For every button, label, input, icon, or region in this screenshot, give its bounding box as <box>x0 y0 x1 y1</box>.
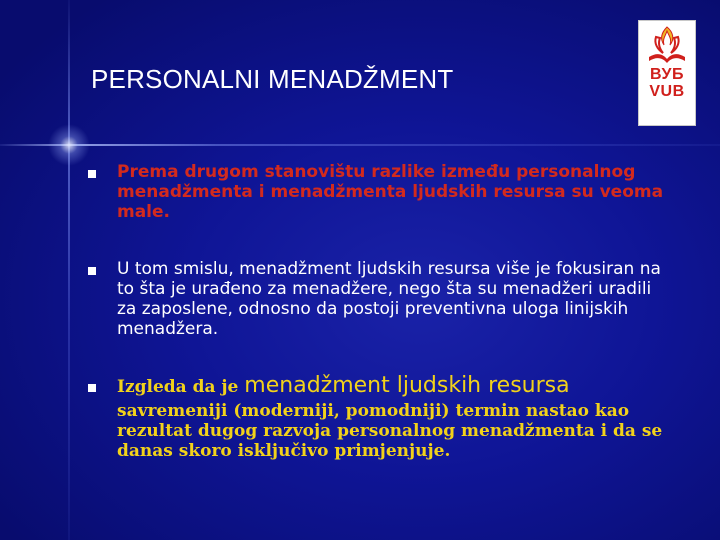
decorative-horizontal-line <box>0 144 720 146</box>
vub-logo <box>638 20 696 126</box>
bullet-marker-3 <box>88 384 96 392</box>
flame-book-icon <box>639 21 695 67</box>
bullet-text-3 <box>117 372 677 461</box>
bullet-marker-1 <box>88 170 96 178</box>
bullet-3-first-line <box>117 372 677 401</box>
bullet-3-lead: Izgleda da je <box>117 377 245 397</box>
bullet-text-2: U tom smislu, menadžment ljudskih resursa više je fokusiran na to šta je urađeno za menadžere, nego šta su menadžeri uradili za zaposlene, odnosno da postoji preventivna uloga linijskih menadžera. <box>117 259 661 339</box>
logo-text-cyrillic: ВУБ <box>650 66 684 83</box>
slide-title: PERSONALNI MENADŽMENT <box>91 64 454 94</box>
decorative-vertical-line <box>68 0 70 540</box>
bullet-3-emphasis: menadžment ljudskih resursa <box>244 373 570 398</box>
bullet-text-1: Prema drugom stanovištu razlike između personalnog menadžmenta i menadžmenta ljudskih resursa su veoma male. <box>117 162 664 222</box>
bullet-marker-2 <box>88 267 96 275</box>
logo-text-latin: VUB <box>649 83 685 100</box>
decorative-glow <box>48 124 90 166</box>
bullet-3-rest: savremeniji (moderniji, pomodniji) termin nastao kao rezultat dugog razvoja personalnog menadžmenta i da se danas skoro isključivo primjenjuje. <box>117 401 663 461</box>
